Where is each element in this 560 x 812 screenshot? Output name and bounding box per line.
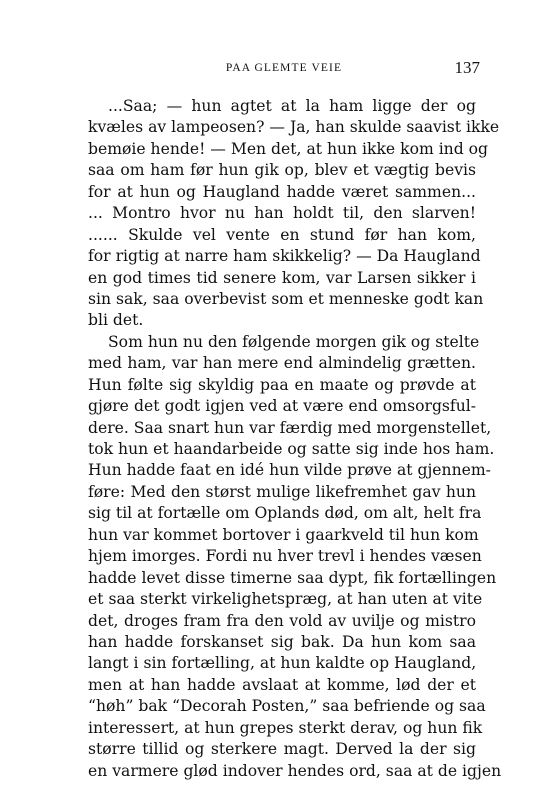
text-line: Hun følte sig skyldig paa en maate og prøvde at — [88, 375, 476, 394]
text-line: ...... Skulde vel vente en stund før han kom, — [88, 225, 476, 244]
text-line: gjøre det godt igjen ved at være end omsorgsful- — [88, 397, 476, 416]
body-text — [88, 96, 502, 782]
text-line: ... Montro hvor nu han holdt til, den slarven! — [88, 204, 476, 223]
text-line: en varmere glød indover hendes ord, saa at de igjen — [88, 761, 502, 780]
text-line: “høh” bak “Decorah Posten,” saa befriende og saa — [88, 697, 486, 716]
text-line: saa om ham før hun gik op, blev et vægtig bevis — [88, 161, 476, 180]
text-line: et saa sterkt virkelighetspræg, at han uten at vite — [88, 590, 483, 609]
text-line: sig til at fortælle om Oplands død, om alt, helt fra — [88, 504, 482, 523]
text-line: ...Saa; — hun agtet at la ham ligge der og — [108, 97, 476, 115]
text-line: sin sak, saa overbevist som et menneske godt kan — [88, 289, 484, 308]
text-line: kvæles av lampeosen? — Ja, han skulde saavist ikke — [88, 118, 500, 137]
text-line: en god times tid senere kom, var Larsen sikker i — [88, 268, 476, 287]
text-line: hun var kommet bortover i gaarkveld til hun kom — [88, 525, 479, 544]
text-line: føre: Med den størst mulige likefremhet gav hun — [88, 482, 476, 501]
text-line: han hadde forskanset sig bak. Da hun kom saa — [88, 632, 476, 651]
running-title: PAA GLEMTE VEIE — [225, 62, 343, 74]
text-line: langt i sin fortælling, at hun kaldte op Haugland, — [88, 654, 477, 673]
text-line: bemøie hende! — Men det, at hun ikke kom ind og — [88, 139, 489, 158]
text-line: interessert, at hun grepes sterkt derav, og hun fik — [88, 718, 483, 737]
text-line: Hun hadde faat en idé hun vilde prøve at gjennem- — [88, 461, 491, 480]
text-line: for rigtig at narre ham skikkelig? — Da Haugland — [88, 247, 481, 266]
text-line: Som hun nu den følgende morgen gik og stelte — [108, 332, 480, 351]
text-line: men at han hadde avslaat at komme, lød der et — [88, 675, 476, 694]
text-line: hadde levet disse timerne saa dypt, fik fortællingen — [88, 568, 497, 587]
text-line: med ham, var han mere end almindelig grætten. — [88, 354, 476, 373]
text-line: tok hun et haandarbeide og satte sig inde hos ham. — [88, 440, 495, 458]
text-line: større tillid og sterkere magt. Derved la der sig — [88, 740, 476, 759]
text-line: dere. Saa snart hun var færdig med morgenstellet, — [88, 418, 492, 437]
text-line: det, droges fram fra den vold av uvilje og mistro — [88, 611, 476, 630]
text-line: bli det. — [88, 311, 144, 330]
page-number: 137 — [454, 58, 480, 77]
text-line: hjem imorges. Fordi nu hver trevl i hendes væsen — [88, 547, 482, 566]
text-line: for at hun og Haugland hadde været sammen... — [88, 182, 476, 201]
page-header — [88, 58, 480, 80]
